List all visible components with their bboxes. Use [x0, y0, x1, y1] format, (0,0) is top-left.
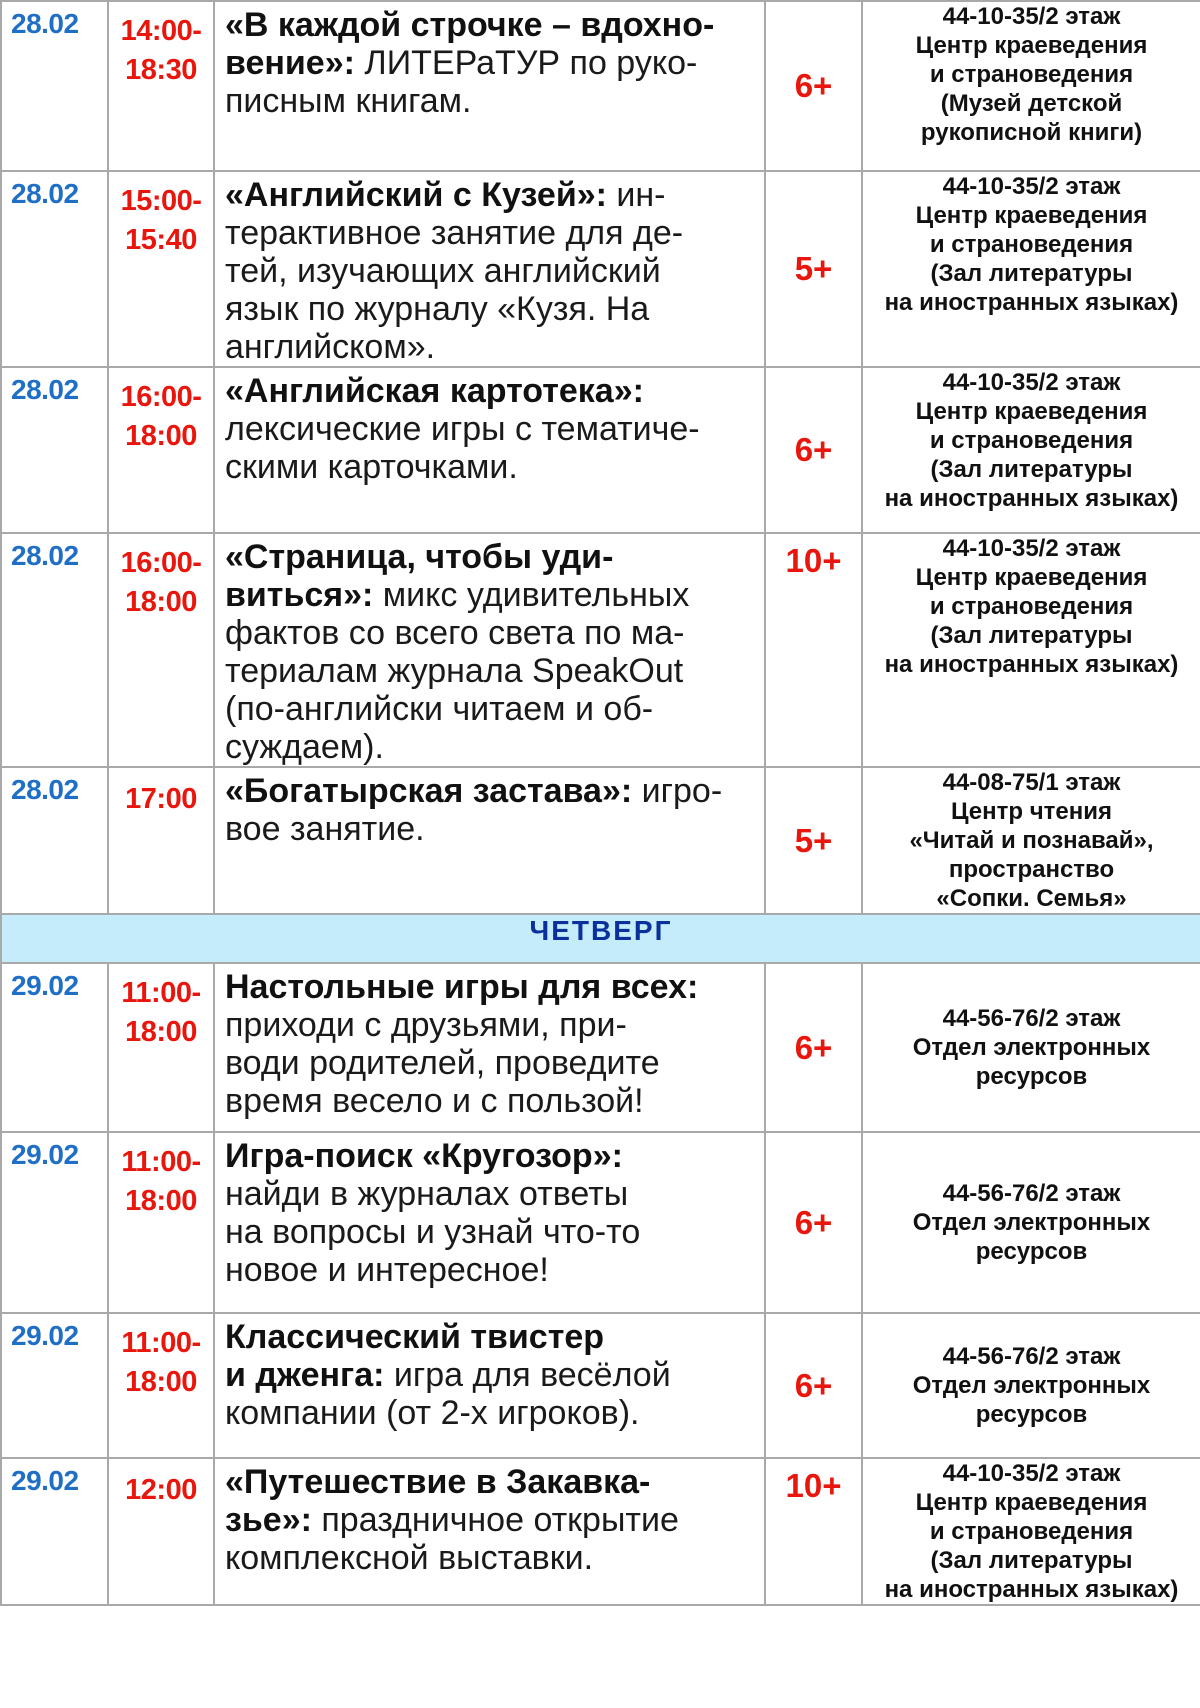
event-place-line: на иностранных языках) [884, 289, 1179, 316]
event-time [109, 1314, 213, 1402]
event-time-cell [108, 367, 214, 533]
event-title-line [225, 1044, 756, 1082]
event-place-cell [862, 963, 1200, 1132]
event-time [109, 534, 213, 622]
event-place-line: ресурсов [975, 1401, 1088, 1428]
event-age-cell [765, 1458, 862, 1605]
event-age-cell [765, 367, 862, 533]
event-title-bold: Игра-поиск «Кругозор»: [225, 1137, 623, 1175]
event-place-cell [862, 171, 1200, 367]
event-row [1, 1458, 1200, 1605]
event-title-cell [214, 1313, 765, 1458]
event-time-cell [108, 171, 214, 367]
event-title [215, 368, 764, 486]
event-time-cell [108, 1, 214, 171]
event-title-bold: Классический твистер [225, 1318, 605, 1356]
event-time [109, 1459, 213, 1510]
event-place-line: на иностранных языках) [884, 485, 1179, 512]
event-title-line [225, 214, 756, 252]
event-age: 6+ [794, 1366, 833, 1404]
event-time [109, 964, 213, 1052]
event-place-line: Отдел электронных [912, 1034, 1151, 1061]
event-place-line: (Зал литературы [930, 622, 1133, 649]
event-age-cell [765, 1, 862, 171]
event-title-line [225, 252, 756, 290]
event-title-text: (по-английски читаем и об- [225, 690, 654, 728]
event-title-bold: «В каждой строчке – вдохно- [225, 6, 715, 44]
event-time-part: 18:30 [125, 54, 197, 86]
event-time-cell [108, 1132, 214, 1313]
event-place-line: на иностранных языках) [884, 651, 1179, 678]
event-title-text: микс удивительных [373, 576, 690, 614]
event-title [215, 534, 764, 766]
event-time-part: 12:00 [125, 1474, 197, 1506]
event-time-part: 18:00 [125, 1016, 197, 1048]
event-title-text: лексические игры с тематиче- [225, 410, 700, 448]
event-time-part: 14:00- [120, 15, 202, 47]
event-title-line [225, 1539, 756, 1577]
event-place-line: 44-56-76/2 этаж [942, 1005, 1121, 1032]
event-date-cell [1, 1, 108, 171]
event-age: 5+ [794, 250, 833, 287]
event-title-cell [214, 171, 765, 367]
event-place-cell [862, 1458, 1200, 1605]
event-time-cell [108, 767, 214, 914]
event-title-text: время весело и с пользой! [225, 1082, 644, 1120]
event-title-bold: виться»: [225, 576, 374, 614]
event-place-line: Центр чтения [950, 798, 1113, 825]
event-place-line: и страноведения [929, 61, 1134, 88]
event-row [1, 767, 1200, 914]
event-time-cell [108, 1313, 214, 1458]
event-date-cell [1, 1313, 108, 1458]
event-date: 29.02 [11, 1139, 79, 1170]
event-age-cell [765, 963, 862, 1132]
event-title-text: ЛИТЕРаТУР по руко- [354, 44, 698, 82]
event-title-cell [214, 963, 765, 1132]
event-title-line [225, 176, 756, 214]
event-place-line: и страноведения [929, 593, 1134, 620]
event-time-part: 17:00 [125, 783, 197, 815]
event-place-cell [862, 1, 1200, 171]
event-title-bold: зье»: [225, 1501, 312, 1539]
event-title-bold: «Богатырская застава»: [225, 772, 633, 810]
event-date: 28.02 [11, 774, 79, 805]
event-date: 28.02 [11, 374, 79, 405]
event-place-cell [862, 1313, 1200, 1458]
event-date: 28.02 [11, 178, 79, 209]
event-place-line: пространство [948, 856, 1115, 883]
event-time [109, 2, 213, 90]
event-time-part: 16:00- [120, 547, 202, 579]
event-title-line [225, 410, 756, 448]
event-title-text: фактов со всего света по ма- [225, 614, 685, 652]
event-time-part: 11:00- [121, 977, 201, 1009]
event-title-text: на вопросы и узнай что-то [225, 1213, 641, 1251]
event-title-bold: Настольные игры для всех: [225, 968, 699, 1006]
event-title-line [225, 810, 756, 848]
event-title-bold: «Страница, чтобы уди- [225, 538, 614, 576]
event-title-cell [214, 1, 765, 171]
event-row [1, 367, 1200, 533]
event-title-bold: и дженга: [225, 1356, 385, 1394]
event-place-line: Центр краеведения [915, 398, 1148, 425]
event-age-cell [765, 171, 862, 367]
event-row [1, 1313, 1200, 1458]
event-title-line [225, 1137, 756, 1175]
event-title-line [225, 652, 756, 690]
event-title-line [225, 328, 756, 366]
event-title-line [225, 1082, 756, 1120]
event-place-cell [862, 767, 1200, 914]
event-title-cell [214, 1458, 765, 1605]
event-title-line [225, 772, 756, 810]
event-title [215, 1133, 764, 1289]
event-title-text: води родителей, проведите [225, 1044, 660, 1082]
event-title-line [225, 690, 756, 728]
event-title-text: праздничное открытие [311, 1501, 679, 1539]
event-place-line: Центр краеведения [915, 564, 1148, 591]
event-title-text: игра для весёлой [384, 1356, 671, 1394]
event-title-text: тей, изучающих английский [225, 252, 661, 290]
event-row [1, 1132, 1200, 1313]
event-title-text: суждаем). [225, 728, 384, 766]
event-title-line [225, 1213, 756, 1251]
event-date: 29.02 [11, 1465, 79, 1496]
event-title-text: териалам журнала SpeakOut [225, 652, 684, 690]
event-time-cell [108, 533, 214, 767]
event-place-line: на иностранных языках) [884, 1576, 1179, 1603]
day-divider-row [1, 914, 1200, 963]
event-title-line [225, 290, 756, 328]
event-title-cell [214, 1132, 765, 1313]
event-place-line: 44-56-76/2 этаж [942, 1343, 1121, 1370]
event-time [109, 1133, 213, 1221]
event-title-line [225, 1175, 756, 1213]
event-time-cell [108, 1458, 214, 1605]
event-place-line: «Читай и познавай», [909, 827, 1154, 854]
event-age: 6+ [794, 431, 833, 468]
event-title-bold: вение»: [225, 44, 355, 82]
event-place-line: Отдел электронных [912, 1372, 1151, 1399]
event-title-text: найди в журналах ответы [225, 1175, 629, 1213]
event-title-text: скими карточками. [225, 448, 518, 486]
event-title [215, 1459, 764, 1577]
event-place-line: 44-10-35/2 этаж [942, 369, 1121, 396]
event-title-line [225, 728, 756, 766]
event-title-text: писным книгам. [225, 82, 472, 120]
event-date-cell [1, 767, 108, 914]
event-title-line [225, 1006, 756, 1044]
event-title [215, 768, 764, 848]
event-place-line: и страноведения [929, 1518, 1134, 1545]
event-place-line: 44-10-35/2 этаж [942, 535, 1121, 562]
event-time [109, 368, 213, 456]
event-place-line: и страноведения [929, 231, 1134, 258]
event-time-part: 15:00- [120, 185, 202, 217]
event-age-cell [765, 1132, 862, 1313]
event-time-part: 18:00 [125, 420, 197, 452]
event-title-line [225, 448, 756, 486]
event-time-part: 15:40 [125, 224, 197, 256]
event-title [215, 172, 764, 366]
event-age: 5+ [794, 821, 833, 859]
event-time-part: 18:00 [125, 1366, 197, 1398]
event-title-cell [214, 533, 765, 767]
event-place-line: ресурсов [975, 1238, 1088, 1265]
event-title [215, 1314, 764, 1432]
event-place-line: ресурсов [975, 1063, 1088, 1090]
event-title-line [225, 1394, 756, 1432]
event-age-cell [765, 533, 862, 767]
event-time-part: 18:00 [125, 586, 197, 618]
event-title-line [225, 82, 756, 120]
event-date-cell [1, 171, 108, 367]
event-place-line: Центр краеведения [915, 32, 1148, 59]
event-title-line [225, 1501, 756, 1539]
event-date: 29.02 [11, 970, 79, 1001]
event-date: 29.02 [11, 1320, 79, 1351]
event-title-text: компании (от 2-х игроков). [225, 1394, 640, 1432]
event-place-line: Центр краеведения [915, 202, 1148, 229]
event-title-cell [214, 367, 765, 533]
event-age: 6+ [794, 1028, 833, 1066]
event-age: 6+ [794, 67, 833, 104]
event-title-line [225, 6, 756, 44]
event-place-line: (Зал литературы [930, 260, 1133, 287]
event-place-line: (Зал литературы [930, 1547, 1133, 1574]
event-title-bold: «Английская картотека»: [225, 372, 644, 410]
event-place-line: 44-56-76/2 этаж [942, 1180, 1121, 1207]
event-title-text: терактивное занятие для де- [225, 214, 684, 252]
event-date-cell [1, 1132, 108, 1313]
event-place-line: «Сопки. Семья» [936, 885, 1127, 912]
event-place-line: 44-10-35/2 этаж [942, 3, 1121, 30]
event-time [109, 172, 213, 260]
event-row [1, 963, 1200, 1132]
event-time-part: 18:00 [125, 1185, 197, 1217]
event-title-text: приходи с друзьями, при- [225, 1006, 627, 1044]
event-title-text: английском». [225, 328, 436, 366]
day-divider-label: ЧЕТВЕРГ [529, 915, 673, 946]
day-divider-cell [1, 914, 1200, 963]
event-place-line: 44-10-35/2 этаж [942, 173, 1121, 200]
event-place-line: 44-08-75/1 этаж [942, 769, 1121, 796]
event-title-line [225, 576, 756, 614]
event-title-line [225, 538, 756, 576]
event-date: 28.02 [11, 540, 79, 571]
event-title-line [225, 968, 756, 1006]
event-time-cell [108, 963, 214, 1132]
event-date-cell [1, 533, 108, 767]
event-age: 10+ [785, 542, 842, 579]
event-title-bold: «Английский с Кузей»: [225, 176, 607, 214]
event-title-text: комплексной выставки. [225, 1539, 594, 1577]
event-age: 6+ [794, 1203, 833, 1241]
event-title-text: игро- [632, 772, 723, 810]
event-place-line: (Зал литературы [930, 456, 1133, 483]
event-place-line: Отдел электронных [912, 1209, 1151, 1236]
event-age-cell [765, 1313, 862, 1458]
event-date: 28.02 [11, 8, 79, 39]
event-time [109, 768, 213, 819]
event-time-part: 11:00- [121, 1146, 201, 1178]
event-row [1, 1, 1200, 171]
event-place-line: и страноведения [929, 427, 1134, 454]
event-place-cell [862, 1132, 1200, 1313]
event-date-cell [1, 963, 108, 1132]
event-age-cell [765, 767, 862, 914]
event-title-text: язык по журналу «Кузя. На [225, 290, 650, 328]
event-date-cell [1, 1458, 108, 1605]
event-title-text: новое и интересное! [225, 1251, 549, 1289]
event-title-line [225, 44, 756, 82]
event-age: 10+ [785, 1467, 842, 1504]
event-place-line: Центр краеведения [915, 1489, 1148, 1516]
event-title-line [225, 1356, 756, 1394]
event-place-line: (Музей детской [940, 90, 1123, 117]
event-title-bold: «Путешествие в Закавка- [225, 1463, 651, 1501]
event-title-cell [214, 767, 765, 914]
event-place-cell [862, 533, 1200, 767]
event-date-cell [1, 367, 108, 533]
event-row [1, 533, 1200, 767]
event-title [215, 964, 764, 1120]
event-row [1, 171, 1200, 367]
event-place-cell [862, 367, 1200, 533]
event-title-text: ин- [606, 176, 666, 214]
event-title-line [225, 372, 756, 410]
schedule-body [1, 1, 1200, 1605]
event-title-line [225, 614, 756, 652]
event-time-part: 11:00- [121, 1327, 201, 1359]
event-place-line: 44-10-35/2 этаж [942, 1460, 1121, 1487]
event-title-line [225, 1463, 756, 1501]
event-place-line: рукописной книги) [920, 119, 1143, 146]
event-title-line [225, 1318, 756, 1356]
event-title-text: вое занятие. [225, 810, 425, 848]
event-time-part: 16:00- [120, 381, 202, 413]
event-title [215, 2, 764, 120]
event-title-line [225, 1251, 756, 1289]
